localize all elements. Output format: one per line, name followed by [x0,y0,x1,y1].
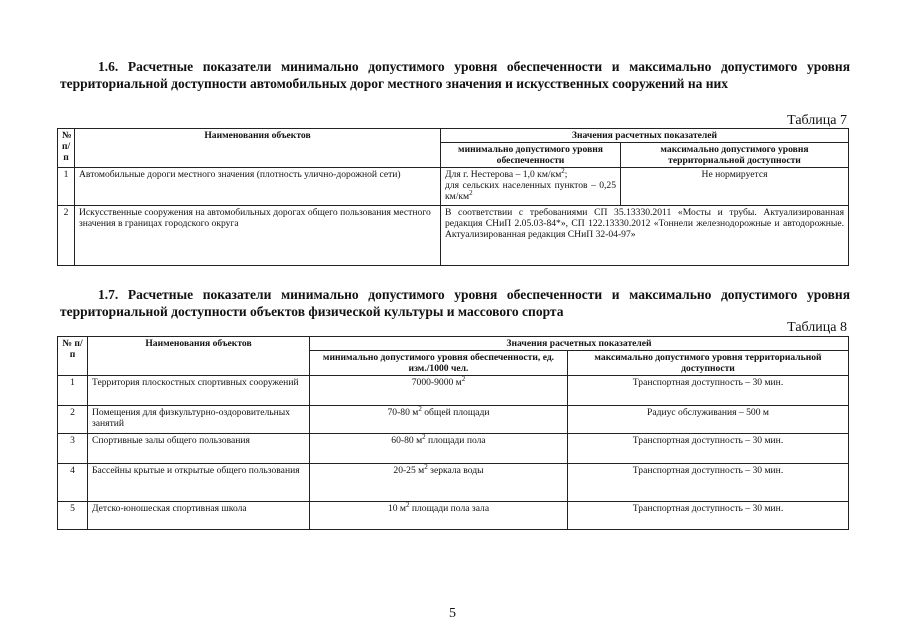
table-8 [57,336,849,530]
table-row [58,464,849,502]
header-name: Наименования объектов [88,337,310,376]
row-num: 1 [58,168,75,206]
row-min [310,376,568,406]
row-name: Детско-юношеская спортивная школа [88,502,310,530]
superscript: 2 [418,404,422,413]
table-7 [57,128,849,266]
header-max: максимально допустимого уровня территориальной доступности [568,351,849,376]
row-max: Транспортная доступность – 30 мин. [568,464,849,502]
table-row [58,502,849,530]
min-line-1: Для г. Нестерова – 1,0 км/км [445,169,562,180]
row-num: 2 [58,206,75,266]
superscript: 2 [424,462,428,471]
row-max: Транспортная доступность – 30 мин. [568,434,849,464]
table-8-caption: Таблица 8 [787,320,847,335]
row-name: Автомобильные дороги местного значения (плотность улично-дорожной сети) [75,168,441,206]
row-name: Бассейны крытые и открытые общего пользования [88,464,310,502]
row-min-value: 20-25 м [393,465,425,476]
row-num: 2 [58,406,88,434]
table-row [58,168,849,206]
min-line-2: для сельских населенных пунктов – 0,25 км/км [445,180,616,202]
header-max: максимально допустимого уровня территориальной доступности [621,143,849,168]
row-num: 3 [58,434,88,464]
superscript: 2 [422,432,426,441]
section-1-7-heading: 1.7. Расчетные показатели минимально допустимого уровня обеспеченности и максимально допустимого уровня территориальной доступности объектов физической культуры и массового спорта [60,287,850,319]
row-min-unit: общей площади [421,407,490,418]
row-min [441,168,621,206]
header-values: Значения расчетных показателей [441,129,849,143]
page-number: 5 [449,606,456,621]
header-name: Наименования объектов [75,129,441,168]
row-min [310,502,568,530]
section-1-6-heading: 1.6. Расчетные показатели минимально допустимого уровня обеспеченности и максимально допустимого уровня территориальной доступности автомобильных дорог местного значения и искусственных сооружений на них [60,59,850,91]
row-min-unit: площади пола зала [409,503,490,514]
row-min-unit: площади пола [425,435,486,446]
table-row [58,406,849,434]
header-num: № п/п [58,337,88,376]
table-7-caption: Таблица 7 [787,113,847,128]
superscript: 2 [461,374,466,383]
table-row [58,434,849,464]
min-line-1-suffix: ; [564,169,568,180]
row-name: Искусственные сооружения на автомобильных дорогах общего пользования местного значения в границах городского округа [75,206,441,266]
row-min-unit: зеркала воды [427,465,484,476]
superscript: 2 [469,188,473,197]
row-min-value: 7000-9000 м [411,377,462,388]
row-max: Радиус обслуживания – 500 м [568,406,849,434]
row-name: Помещения для физкультурно-оздоровительных занятий [88,406,310,434]
header-min: минимально допустимого уровня обеспеченности [441,143,621,168]
header-min: минимально допустимого уровня обеспеченности, ед. изм./1000 чел. [310,351,568,376]
row-num: 1 [58,376,88,406]
row-min [310,434,568,464]
header-num: № п/п [58,129,75,168]
row-max: Транспортная доступность – 30 мин. [568,376,849,406]
header-values: Значения расчетных показателей [310,337,849,351]
row-num: 4 [58,464,88,502]
superscript: 2 [405,500,410,509]
row-name: Спортивные залы общего пользования [88,434,310,464]
row-combined: В соответствии с требованиями СП 35.13330.2011 «Мосты и трубы. Актуализированная редакция СНиП 2.05.03-84*», СП 122.13330.2012 «Тоннели железнодорожные и автодорожные. Актуализированная редакция СНиП 32-04-97» [441,206,849,266]
row-min-value: 70-80 м [387,407,419,418]
row-min [310,406,568,434]
row-max: Транспортная доступность – 30 мин. [568,502,849,530]
table-row [58,376,849,406]
row-name: Территория плоскостных спортивных сооружений [88,376,310,406]
row-num: 5 [58,502,88,530]
row-min-value: 10 м [387,503,406,514]
row-min-value: 60-80 м [391,435,423,446]
row-min [310,464,568,502]
superscript: 2 [561,166,565,175]
row-max: Не нормируется [621,168,849,206]
table-row [58,206,849,266]
